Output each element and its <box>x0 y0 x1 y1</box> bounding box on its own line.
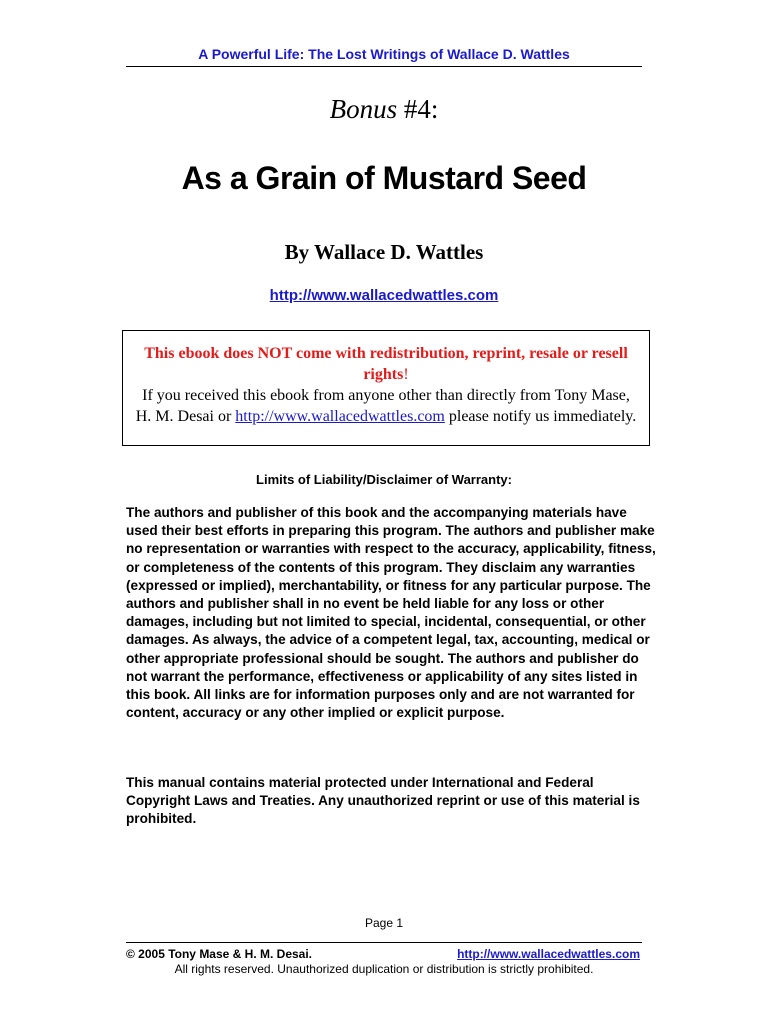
page-number: Page 1 <box>364 916 404 930</box>
rights-warning: This ebook does NOT come with redistribution, reprint, resale or resell rights <box>144 345 628 383</box>
footer-copyright: © 2005 Tony Mase & H. M. Desai. <box>126 947 313 961</box>
author-byline: By Wallace D. Wattles <box>284 240 484 264</box>
disclaimer-paragraph: The authors and publisher of this book and the accompanying materials have used their best efforts in preparing this program. The authors and publisher make no representation or warranties with respect to the accuracy, applicability, fitness, or completeness of the contents of this program. They disclaim any warranties (expressed or implied), merchantability, or fitness for any particular purpose. The authors and publisher shall in no event be held liable for any loss or other damages, including but not limited to special, incidental, consequential, or other damages. As always, the advice of a competent legal, tax, accounting, medical or other appropriate professional should be sought. The authors and publisher do not warrant the performance, effectiveness or applicability of any sites listed in this book. All links are for information purposes only and are not warranted for content, accuracy or any other implied or explicit purpose. <box>126 505 656 721</box>
header-rule <box>126 66 642 67</box>
page-title: As a Grain of Mustard Seed <box>181 160 587 196</box>
copyright-paragraph: This manual contains material protected under International and Federal Copyright Laws and Treaties. Any unauthorized reprint or use of this material is prohibited. <box>126 775 640 827</box>
bonus-label <box>0 94 768 125</box>
footer-rights-notice: All rights reserved. Unauthorized duplication or distribution is strictly prohibited. <box>174 962 594 976</box>
bonus-number: #4: <box>397 94 439 124</box>
notice-body-end: please notify us immediately. <box>444 408 637 425</box>
website-link[interactable]: http://www.wallacedwattles.com <box>269 287 499 304</box>
footer-rule <box>126 942 642 943</box>
rights-notice-box <box>122 330 650 446</box>
notice-website-link[interactable]: http://www.wallacedwattles.com <box>235 408 445 425</box>
running-header: A Powerful Life: The Lost Writings of Wallace D. Wattles <box>198 46 570 62</box>
bonus-word: Bonus <box>329 94 398 124</box>
disclaimer-heading: Limits of Liability/Disclaimer of Warranty: <box>256 472 512 487</box>
rights-warning-mark: ! <box>403 366 409 383</box>
notice-body-start: If you received this ebook from anyone other than directly from Tony Mase, H. M. Desai or <box>135 387 630 425</box>
footer-website-link[interactable]: http://www.wallacedwattles.com <box>457 947 640 961</box>
